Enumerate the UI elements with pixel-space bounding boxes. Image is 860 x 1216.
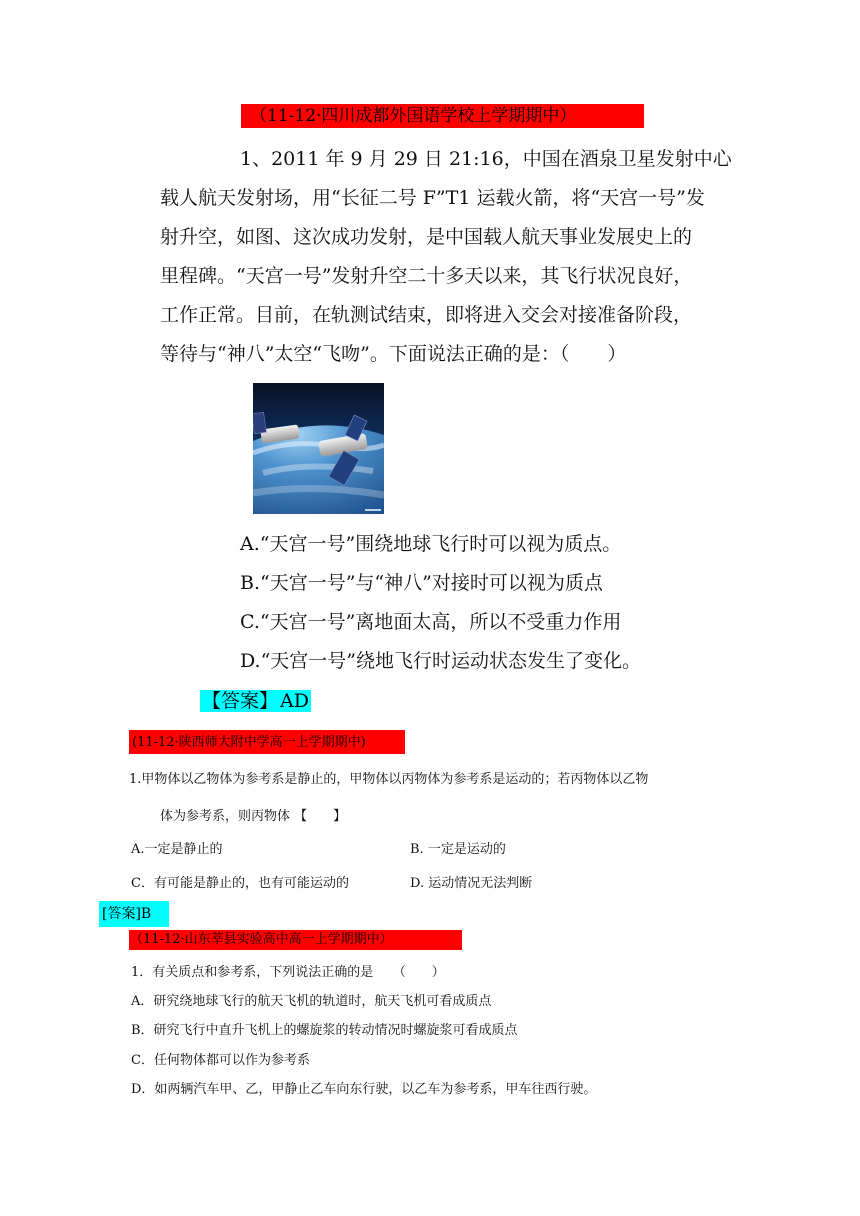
tiangong-illustration [253, 383, 384, 514]
answer-badge-2: [答案]B [99, 901, 169, 927]
source-tag-3: （11-12·山东莘县实验高中高一上学期期中） [129, 930, 462, 950]
question-2-option-d: D. 运动情况无法判断 [410, 876, 533, 891]
question-2-stem-line-1: 1.甲物体以乙物体为参考系是静止的，甲物体以丙物体为参考系是运动的；若丙物体以乙物 [129, 772, 649, 787]
source-tag-2: (11-12·陕西师大附中学高一上学期期中) [129, 730, 405, 754]
source-tag-1: （11-12·四川成都外国语学校上学期期中） [241, 104, 644, 128]
question-3-stem: 1．有关质点和参考系，下列说法正确的是 （ ） [131, 965, 445, 980]
question-3-option-c: C．任何物体都可以作为参考系 [131, 1053, 310, 1068]
question-1-stem-line-6: 等待与“神八”太空“飞吻”。下面说法正确的是：（ ） [160, 343, 627, 365]
question-1-option-d: D.“天宫一号”绕地飞行时运动状态发生了变化。 [240, 650, 642, 672]
question-2-stem-line-2: 体为参考系，则丙物体 【 】 [160, 809, 347, 824]
tiangong-photo [253, 383, 384, 514]
question-2-option-b: B. 一定是运动的 [410, 842, 506, 857]
question-3-option-a: A．研究绕地球飞行的航天飞机的轨道时，航天飞机可看成质点 [131, 994, 492, 1009]
question-1-option-c: C.“天宫一号”离地面太高，所以不受重力作用 [240, 611, 622, 633]
question-3-option-d: D．如两辆汽车甲、乙，甲静止乙车向东行驶，以乙车为参考系，甲车往西行驶。 [131, 1082, 597, 1097]
answer-line-1 [200, 687, 311, 715]
question-2-option-a: A.一定是静止的 [131, 842, 223, 857]
question-3-option-b: B．研究飞行中直升飞机上的螺旋浆的转动情况时螺旋浆可看成质点 [131, 1023, 518, 1038]
question-1-option-a: A.“天宫一号”围绕地球飞行时可以视为质点。 [240, 533, 622, 555]
question-2-option-c: C．有可能是静止的，也有可能运动的 [131, 876, 349, 891]
question-1-stem-line-5: 工作正常。目前，在轨测试结束，即将进入交会对接准备阶段， [160, 304, 693, 326]
question-1-option-b: B.“天宫一号”与“神八”对接时可以视为质点 [240, 572, 603, 594]
question-1-stem-line-4: 里程碑。“天宫一号”发射升空二十多天以来，其飞行状况良好， [160, 265, 693, 287]
question-1-stem-line-1: 1、2011 年 9 月 29 日 21:16，中国在酒泉卫星发射中心 [240, 148, 732, 170]
question-1-stem-line-3: 射升空，如图、这次成功发射，是中国载人航天事业发展史上的 [160, 226, 693, 248]
answer-label-1: 【答案】 [202, 690, 279, 712]
question-1-stem-line-2: 载人航天发射场，用“长征二号 F”T1 运载火箭，将“天宫一号”发 [160, 187, 705, 209]
answer-value-1: AD [280, 690, 309, 712]
